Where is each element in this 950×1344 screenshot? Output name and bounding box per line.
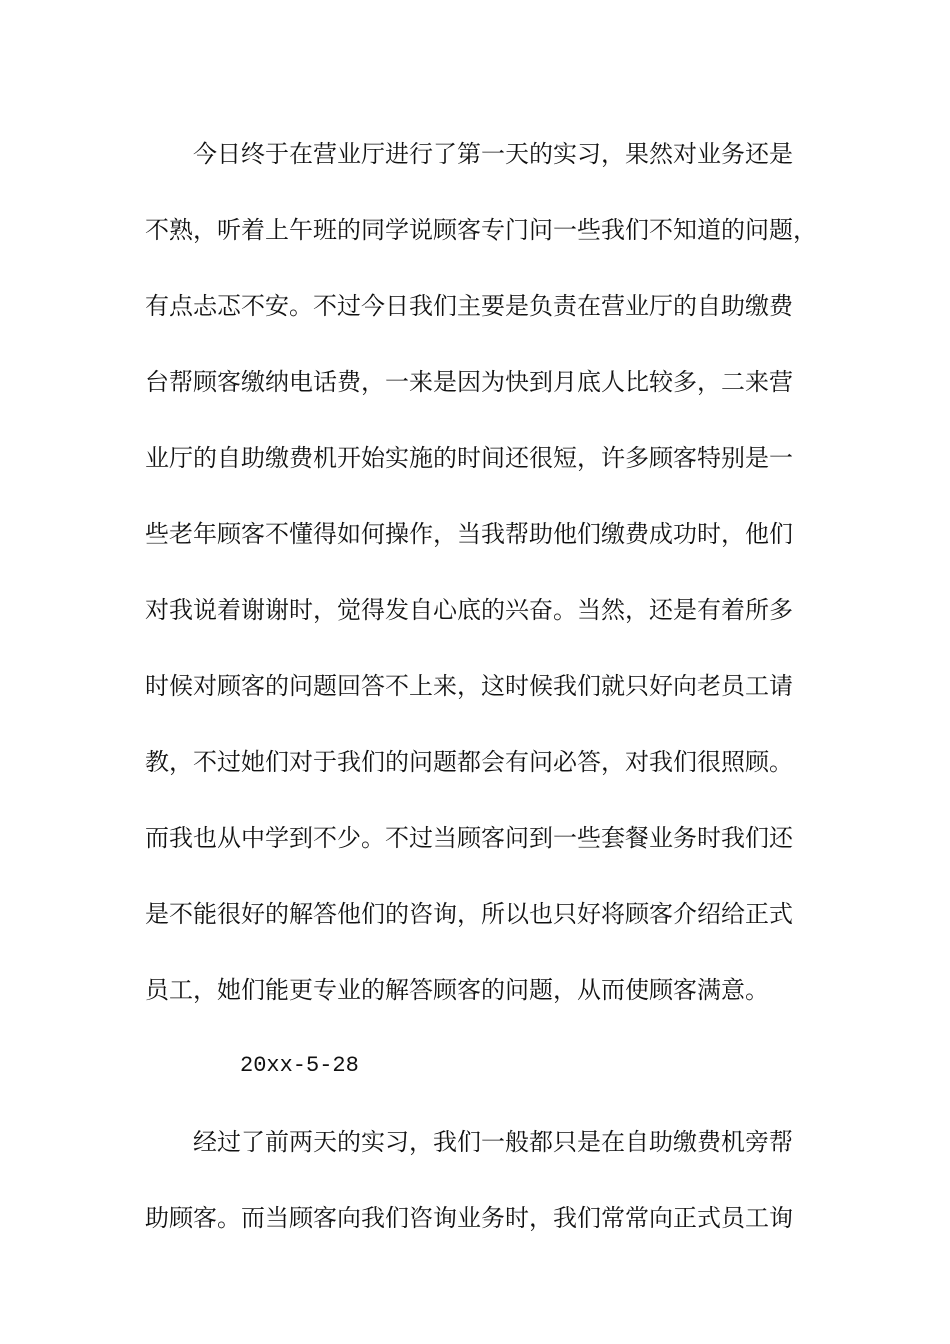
paragraph-1-line-1: 今日终于在营业厅进行了第一天的实习，果然对业务还是 [193,140,793,168]
paragraph-1-line-11: 是不能很好的解答他们的咨询，所以也只好将顾客介绍给正式 [145,900,793,928]
paragraph-1-line-3: 有点忐忑不安。不过今日我们主要是负责在营业厅的自助缴费 [145,292,793,320]
paragraph-1-line-7: 对我说着谢谢时，觉得发自心底的兴奋。当然，还是有着所多 [145,596,793,624]
paragraph-1-line-4: 台帮顾客缴纳电话费，一来是因为快到月底人比较多，二来营 [145,368,793,396]
paragraph-2-line-1: 经过了前两天的实习，我们一般都只是在自助缴费机旁帮 [193,1128,793,1156]
paragraph-1-line-8: 时候对顾客的问题回答不上来，这时候我们就只好向老员工请 [145,672,793,700]
paragraph-1-line-5: 业厅的自助缴费机开始实施的时间还很短，许多顾客特别是一 [145,444,793,472]
paragraph-1-line-9: 教，不过她们对于我们的问题都会有问必答，对我们很照顾。 [145,748,793,776]
paragraph-1-line-2: 不熟，听着上午班的同学说顾客专门问一些我们不知道的问题， [145,216,817,244]
paragraph-1-line-6: 些老年顾客不懂得如何操作，当我帮助他们缴费成功时，他们 [145,520,793,548]
paragraph-2-line-2: 助顾客。而当顾客向我们咨询业务时，我们常常向正式员工询 [145,1204,793,1232]
paragraph-1-line-12: 员工，她们能更专业的解答顾客的问题，从而使顾客满意。 [145,976,769,1004]
paragraph-1-line-10: 而我也从中学到不少。不过当顾客问到一些套餐业务时我们还 [145,824,793,852]
date-label: 20xx-5-28 [240,1053,359,1078]
